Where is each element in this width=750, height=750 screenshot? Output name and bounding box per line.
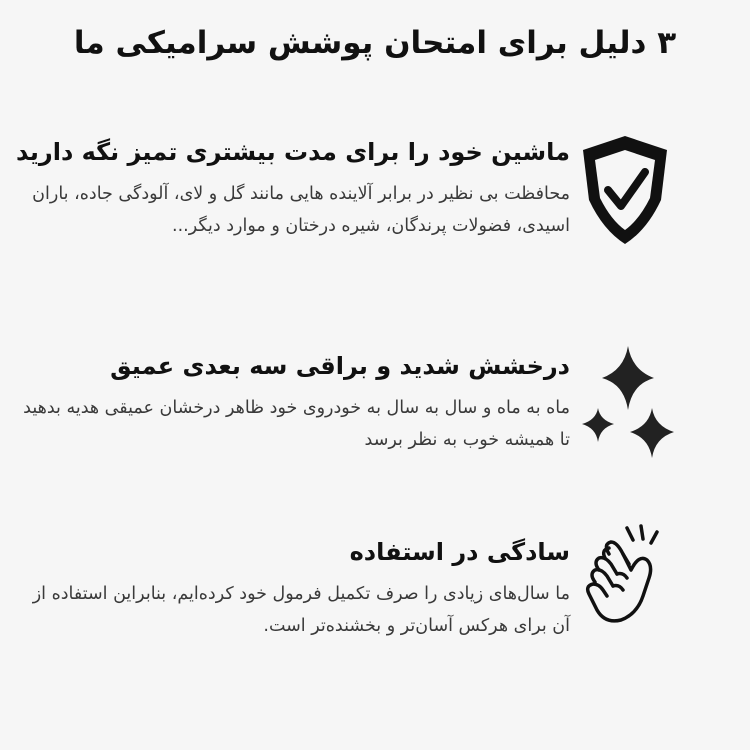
feature-body: محافظت بی نظیر در برابر آلاینده هایی مانند گل و لای، آلودگی جاده، باران اسیدی، فضولات پرندگان، شیره درختان و موارد دیگر... [32, 184, 570, 236]
feature-heading: سادگی در استفاده [349, 538, 570, 566]
feature-heading: درخشش شدید و براقی سه بعدی عمیق [110, 352, 570, 380]
feature-clean [15, 132, 570, 242]
shield-check-icon [575, 130, 675, 250]
feature-body: ما سال‌های زیادی را صرف تکمیل فرمول خود کرده‌ایم، بنابراین استفاده از آن برای هرکس آسان‌تر و بخشنده‌تر است. [32, 584, 570, 636]
sparkles-icon [582, 344, 682, 464]
feature-body: ماه به ماه و سال به سال به خودروی خود ظاهر درخشان عمیقی هدیه بدهید تا همیشه خوب به نظر برسد [23, 398, 570, 450]
feature-heading: ماشین خود را برای مدت بیشتری تمیز نگه دارید [16, 138, 570, 166]
page-title: ۳ دلیل برای امتحان پوشش سرامیکی ما [73, 25, 677, 61]
hand-snap-icon [583, 524, 678, 634]
feature-ease [15, 532, 570, 642]
feature-shine [15, 346, 570, 456]
